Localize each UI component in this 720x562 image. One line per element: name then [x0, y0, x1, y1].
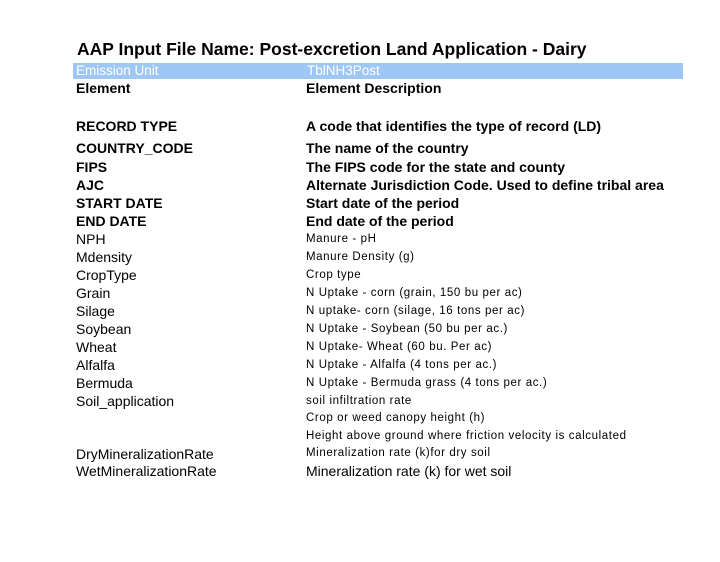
description-cell: Alternate Jurisdiction Code. Used to define tribal area	[306, 177, 664, 193]
description-cell: End date of the period	[306, 213, 454, 229]
table-row	[0, 118, 720, 136]
page-title: AAP Input File Name: Post-excretion Land Application - Dairy	[77, 39, 587, 59]
table-row	[0, 213, 720, 231]
table-row	[0, 357, 720, 375]
description-cell: Crop or weed canopy height (h)	[306, 412, 486, 424]
element-cell: CropType	[76, 267, 137, 283]
description-cell: Mineralization rate (k)for dry soil	[306, 447, 491, 459]
element-cell: AJC	[76, 177, 105, 193]
table-row	[0, 140, 720, 158]
table-row	[0, 393, 720, 411]
description-column-header: Element Description	[306, 80, 442, 96]
table-row	[0, 177, 720, 195]
description-cell: soil infiltration rate	[306, 395, 412, 407]
element-cell: DryMineralizationRate	[76, 446, 214, 462]
element-cell: Soybean	[76, 321, 132, 337]
description-cell: N Uptake - Soybean (50 bu per ac.)	[306, 323, 508, 335]
description-cell: N uptake- corn (silage, 16 tons per ac)	[306, 305, 525, 317]
element-cell: WetMineralizationRate	[76, 463, 217, 479]
element-cell: Silage	[76, 303, 115, 319]
table-row	[0, 231, 720, 249]
description-cell: A code that identifies the type of record (LD)	[306, 118, 602, 134]
description-cell: Manure - pH	[306, 233, 377, 245]
table-row	[0, 285, 720, 303]
description-cell: Manure Density (g)	[306, 251, 415, 263]
element-cell: NPH	[76, 231, 106, 247]
table-name-label: TblNH3Post	[307, 63, 380, 78]
table-row	[0, 195, 720, 213]
element-cell: START DATE	[76, 195, 163, 211]
description-cell: Mineralization rate (k) for wet soil	[306, 463, 512, 479]
element-cell: Alfalfa	[76, 357, 115, 373]
element-cell: Bermuda	[76, 375, 133, 391]
description-cell: The FIPS code for the state and county	[306, 159, 566, 175]
table-row	[0, 339, 720, 357]
table-row	[0, 159, 720, 177]
description-cell: The name of the country	[306, 140, 469, 156]
table-row	[0, 267, 720, 285]
element-cell: RECORD TYPE	[76, 118, 178, 134]
element-cell: FIPS	[76, 159, 108, 175]
table-row	[0, 375, 720, 393]
description-cell: N Uptake - Alfalfa (4 tons per ac.)	[306, 359, 498, 371]
element-cell: Grain	[76, 285, 111, 301]
column-header-row	[0, 80, 720, 98]
table-row	[0, 249, 720, 267]
table-row	[0, 446, 720, 464]
description-cell: Height above ground where friction velocity is calculated	[306, 430, 627, 442]
description-cell: N Uptake - Bermuda grass (4 tons per ac.)	[306, 377, 548, 389]
element-cell: COUNTRY_CODE	[76, 140, 193, 156]
element-cell: END DATE	[76, 213, 147, 229]
header-bar	[73, 63, 683, 79]
table-row	[0, 303, 720, 321]
element-cell: Wheat	[76, 339, 117, 355]
description-cell: N Uptake- Wheat (60 bu. Per ac)	[306, 341, 493, 353]
emission-unit-label: Emission Unit	[76, 63, 159, 78]
table-row	[0, 321, 720, 339]
table-row	[0, 411, 720, 429]
element-cell: Soil_application	[76, 393, 175, 409]
description-cell: Crop type	[306, 269, 362, 281]
description-cell: N Uptake - corn (grain, 150 bu per ac)	[306, 287, 523, 299]
element-column-header: Element	[76, 80, 131, 96]
table-row	[0, 463, 720, 481]
table-row	[0, 429, 720, 447]
element-cell: Mdensity	[76, 249, 133, 265]
description-cell: Start date of the period	[306, 195, 460, 211]
